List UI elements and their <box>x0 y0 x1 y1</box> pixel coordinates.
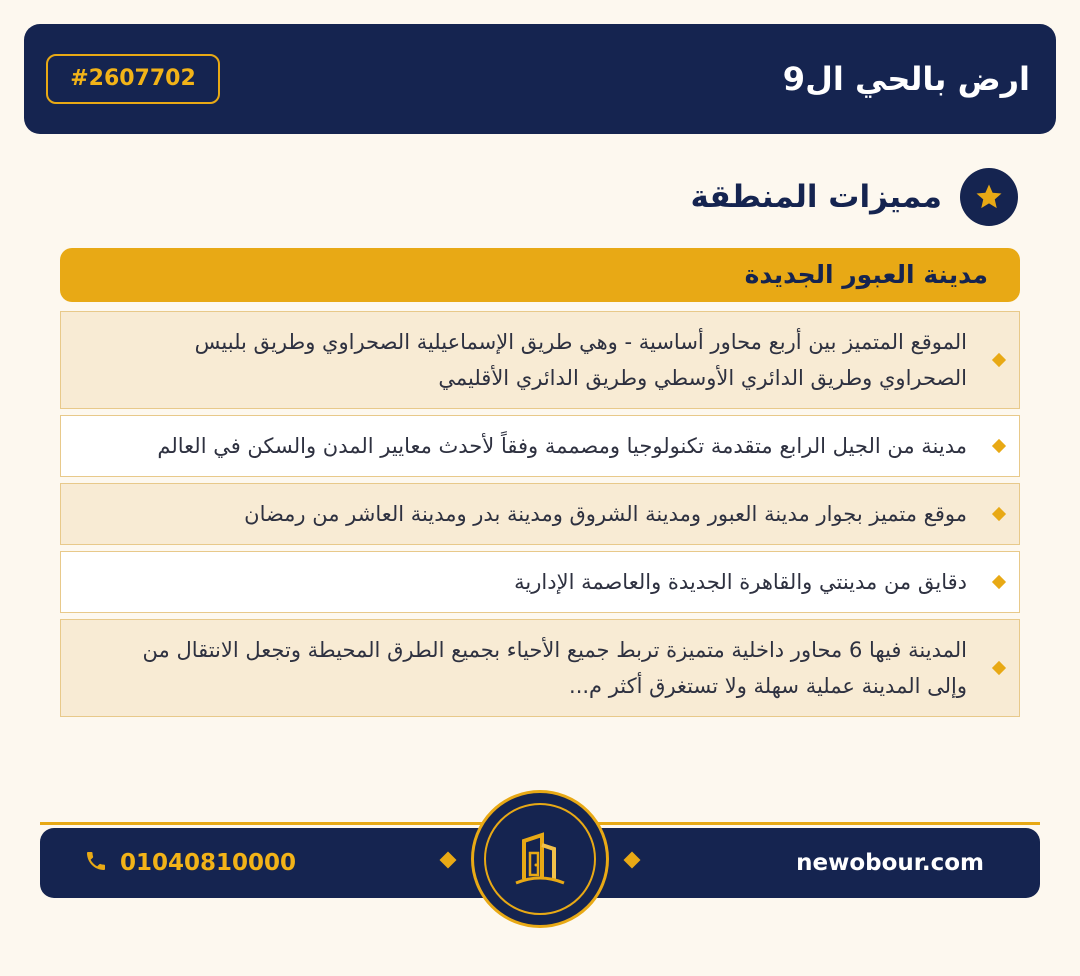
feature-item <box>60 415 1020 477</box>
phone-contact[interactable] <box>84 828 296 898</box>
website-link[interactable]: newobour.com <box>796 850 984 876</box>
diamond-left-icon <box>440 852 457 869</box>
city-banner <box>60 248 1020 302</box>
feature-item <box>60 483 1020 545</box>
feature-text: الموقع المتميز بين أربع محاور أساسية - وهي طريق الإسماعيلية الصحراوي وطريق بلبيس الصحراوي وطريق الدائري الأوسطي وطريق الدائري الأقليمي <box>194 330 967 390</box>
feature-item <box>60 551 1020 613</box>
feature-item <box>60 311 1020 409</box>
reference-badge: #2607702 <box>46 54 220 104</box>
star-icon <box>960 168 1018 226</box>
feature-text: مدينة من الجيل الرابع متقدمة تكنولوجيا ومصممة وفقاً لأحدث معايير المدن والسكن في العالم <box>157 434 967 458</box>
features-list <box>60 311 1020 723</box>
diamond-right-icon <box>624 852 641 869</box>
feature-text: موقع متميز بجوار مدينة العبور ومدينة الشروق ومدينة بدر ومدينة العاشر من رمضان <box>244 502 967 526</box>
building-logo-icon <box>471 790 609 928</box>
phone-icon <box>84 849 108 877</box>
feature-item <box>60 619 1020 717</box>
feature-text: دقايق من مدينتي والقاهرة الجديدة والعاصمة الإدارية <box>514 570 967 594</box>
header-bar <box>24 24 1056 134</box>
feature-text: المدينة فيها 6 محاور داخلية متميزة تربط جميع الأحياء بجميع الطرق المحيطة وتجعل الانتقال من وإلى المدينة عملية سهلة ولا تستغرق أكثر م... <box>142 638 967 698</box>
phone-number[interactable]: 01040810000 <box>120 850 297 876</box>
logo-inner-ring <box>484 803 596 915</box>
section-heading <box>691 168 1019 226</box>
city-name: مدينة العبور الجديدة <box>744 260 988 289</box>
section-title: مميزات المنطقة <box>690 179 942 215</box>
page-title: ارض بالحي ال9 <box>782 60 1030 98</box>
